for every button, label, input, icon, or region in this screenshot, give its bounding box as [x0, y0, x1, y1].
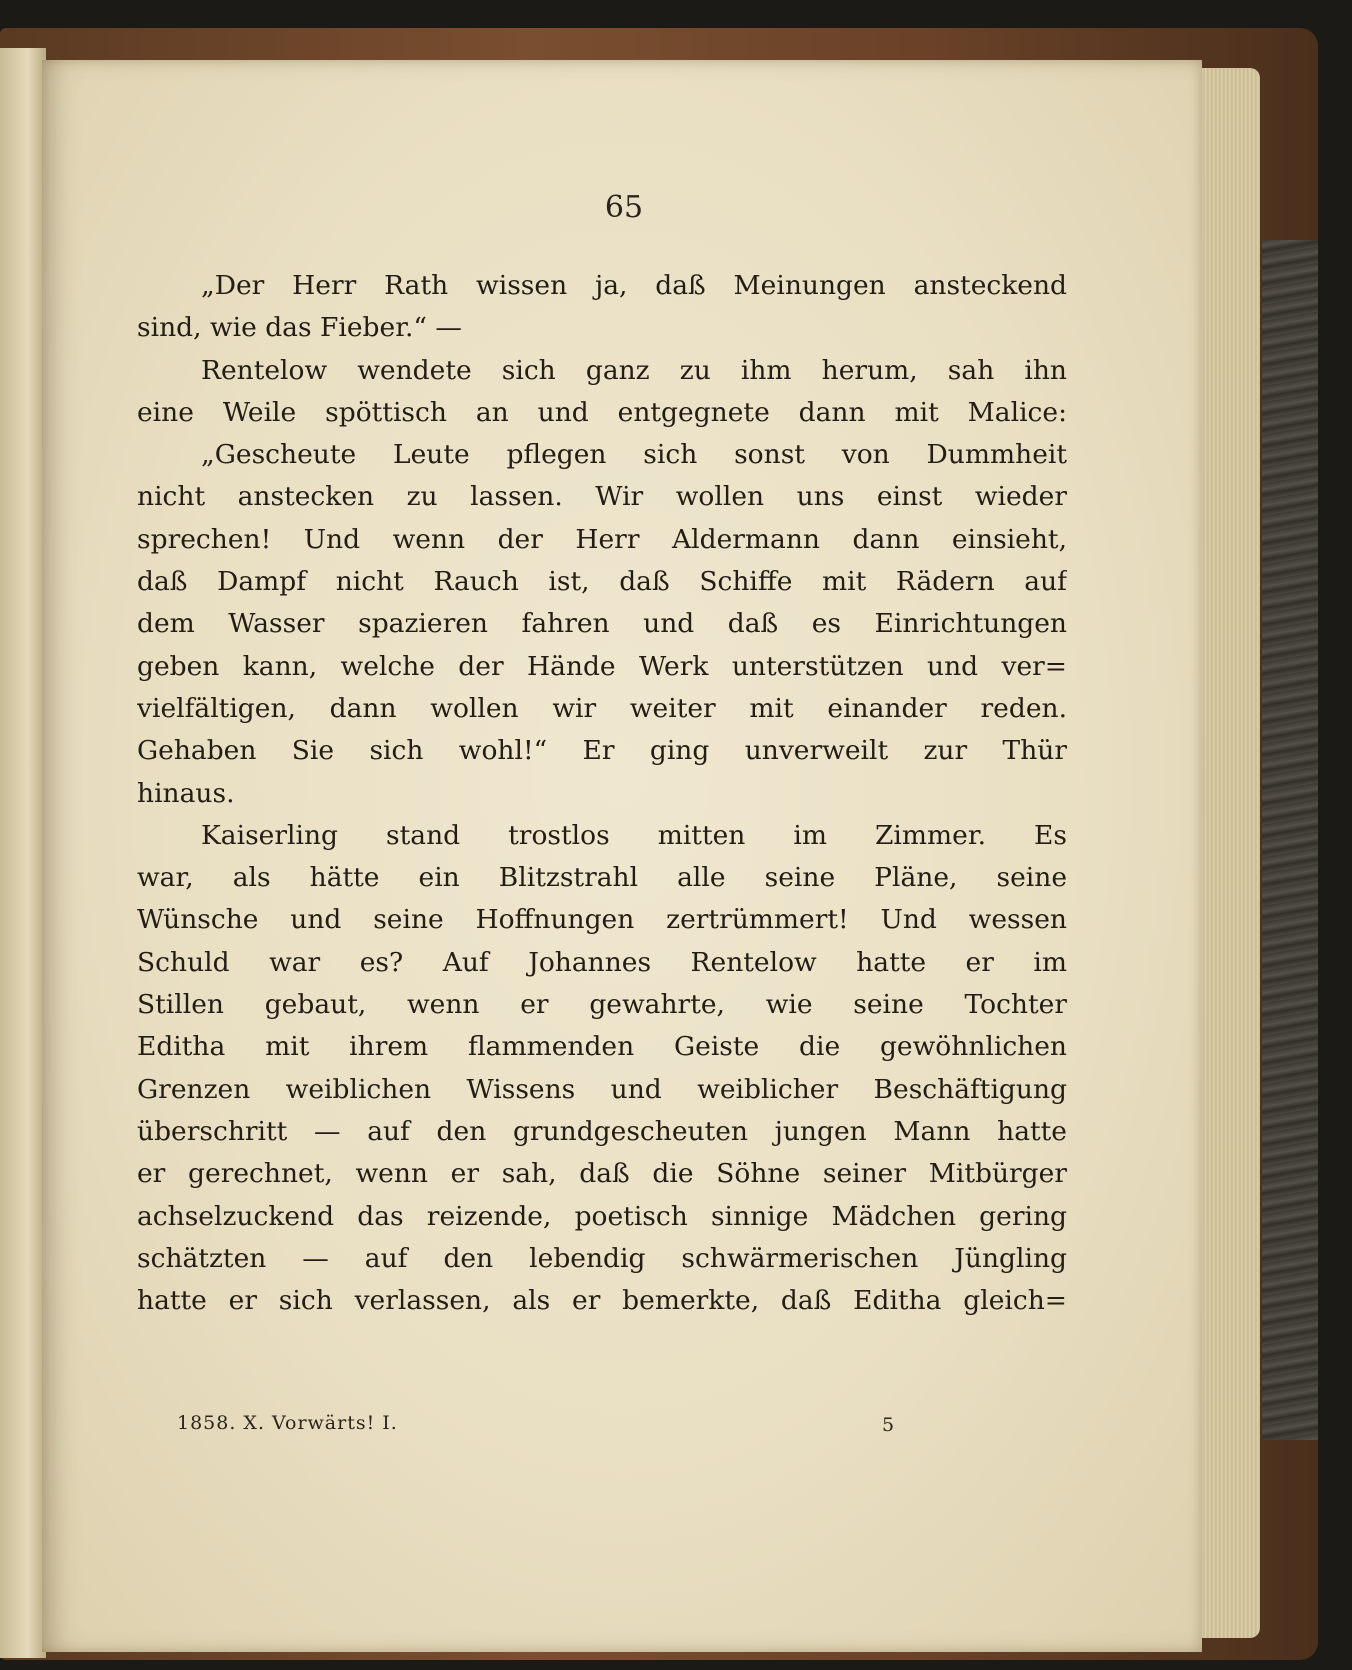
text-line: er gerechnet, wenn er sah, daß die Söhne seiner Mitbürger — [137, 1158, 1067, 1190]
text-line: Editha mit ihrem flammenden Geiste die gewöhnlichen — [137, 1031, 1067, 1063]
text-line: dem Wasser spazieren fahren und daß es Einrichtungen — [137, 608, 1067, 640]
text-line: vielfältigen, dann wollen wir weiter mit einander reden. — [137, 692, 1067, 724]
text-line: sind, wie das Fieber.“ — — [137, 312, 462, 344]
text-line: Grenzen weiblichen Wissens und weiblicher Beschäftigung — [137, 1073, 1067, 1105]
page-number: 65 — [604, 190, 644, 225]
text-line: achselzuckend das reizende, poetisch sinnige Mädchen gering — [137, 1200, 1067, 1232]
text-line: Schuld war es? Auf Johannes Rentelow hatte er im — [137, 946, 1067, 978]
text-line: hinaus. — [137, 777, 235, 809]
marbled-cover-edge — [1262, 240, 1318, 1440]
text-line: Kaiserling stand trostlos mitten im Zimmer. Es — [201, 819, 1067, 851]
text-line: „Gescheute Leute pflegen sich sonst von Dummheit — [201, 439, 1067, 471]
text-line: hatte er sich verlassen, als er bemerkte, daß Editha gleich= — [137, 1285, 1067, 1317]
text-line: sprechen! Und wenn der Herr Aldermann dann einsieht, — [137, 523, 1067, 555]
text-line: Gehaben Sie sich wohl!“ Er ging unverweilt zur Thür — [137, 735, 1067, 767]
text-line: daß Dampf nicht Rauch ist, daß Schiffe mit Rädern auf — [137, 566, 1067, 598]
text-line: schätzten — auf den lebendig schwärmerischen Jüngling — [137, 1242, 1067, 1274]
text-line: Wünsche und seine Hoffnungen zertrümmert! Und wessen — [137, 904, 1067, 936]
body-text — [137, 265, 1067, 1322]
text-line: Rentelow wendete sich ganz zu ihm herum, sah ihn — [201, 354, 1067, 386]
text-line: eine Weile spöttisch an und entgegnete dann mit Malice: — [137, 396, 1067, 428]
sheet-number: 5 — [882, 1414, 895, 1436]
text-line: geben kann, welche der Hände Werk unterstützen und ver= — [137, 650, 1067, 682]
text-line: Stillen gebaut, wenn er gewahrte, wie seine Tochter — [137, 989, 1067, 1021]
text-line: „Der Herr Rath wissen ja, daß Meinungen ansteckend — [201, 270, 1067, 301]
book-page — [42, 60, 1202, 1652]
text-line: nicht anstecken zu lassen. Wir wollen uns einst wieder — [137, 481, 1067, 513]
text-line: überschritt — auf den grundgescheuten jungen Mann hatte — [137, 1115, 1067, 1147]
signature-mark: 1858. X. Vorwärts! I. — [177, 1412, 398, 1434]
text-line: war, als hätte ein Blitzstrahl alle seine Pläne, seine — [137, 862, 1067, 894]
left-page-edge — [0, 48, 46, 1658]
